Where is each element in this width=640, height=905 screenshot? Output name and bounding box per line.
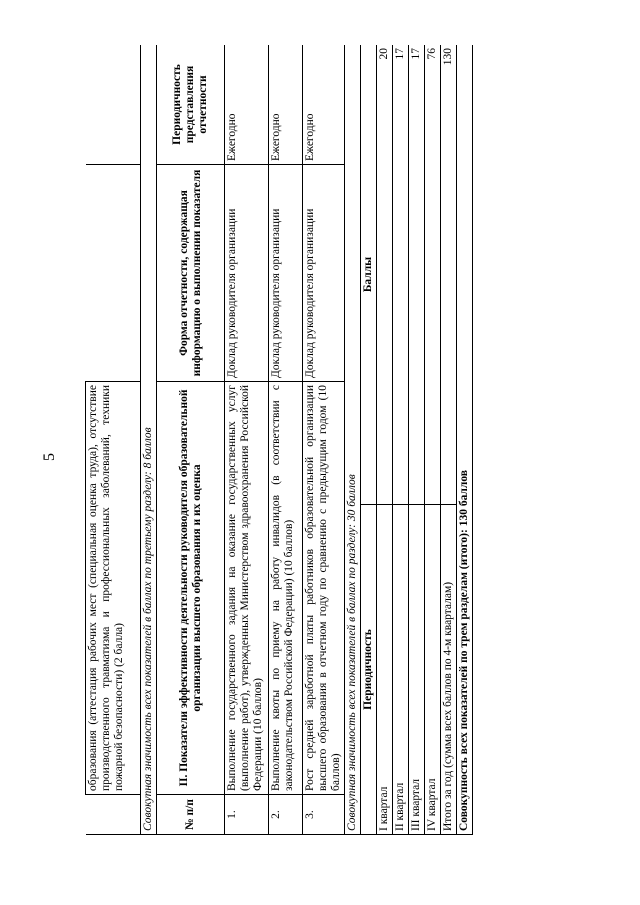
continuation-row xyxy=(86,45,141,835)
section-total: Совокупная значимость всех показателей в баллах по разделу: 30 баллов xyxy=(345,45,361,835)
row-indicator: Выполнение квоты по приему на работу инвалидов (в соответствии с законодательством Российской Федерации) (10 баллов) xyxy=(269,382,303,795)
score-points: 76 xyxy=(425,45,441,505)
row-report-form: Доклад руководителя организации xyxy=(269,165,303,382)
section3-total-row xyxy=(141,45,157,835)
score-row xyxy=(393,45,409,835)
scores-header-period: Периодичность xyxy=(361,505,377,835)
section3-total: Совокупная значимость всех показателей в баллах по третьему разделу: 8 баллов xyxy=(141,45,157,835)
score-points: 17 xyxy=(393,45,409,505)
score-period: I квартал xyxy=(377,505,393,835)
row-indicator: Рост средней заработной платы работников образовательной организации высшего образования в отчетном году по сравнению с предыдущим годом (10 баллов) xyxy=(303,382,345,795)
score-points: 17 xyxy=(409,45,425,505)
row-report-form: Доклад руководителя организации xyxy=(225,165,269,382)
scores-header-points: Баллы xyxy=(361,45,377,505)
row-num: 1. xyxy=(225,795,269,835)
scores-header xyxy=(361,45,377,835)
grand-total: Совокупность всех показателей по трем разделам (итого): 130 баллов xyxy=(457,45,473,835)
indicators-table xyxy=(85,45,361,835)
table-row xyxy=(225,45,269,835)
row-num: 2. xyxy=(269,795,303,835)
section-total-row xyxy=(345,45,361,835)
score-row xyxy=(425,45,441,835)
table-header xyxy=(157,45,225,835)
header-report-form: Форма отчетности, содержащая информацию о выполнении показателя xyxy=(157,165,225,382)
grand-total-row xyxy=(457,45,473,835)
row-periodicity: Ежегодно xyxy=(225,45,269,165)
header-indicator: II. Показатели эффективности деятельности руководителя образовательной организации высшего образования и их оценка xyxy=(157,382,225,795)
score-row xyxy=(377,45,393,835)
table-row xyxy=(303,45,345,835)
score-period: Итого за год (сумма всех баллов по 4-м кварталам) xyxy=(441,505,457,835)
rotated-sheet xyxy=(85,45,620,835)
row-report-form: Доклад руководителя организации xyxy=(303,165,345,382)
header-periodicity: Периодичность представления отчетности xyxy=(157,45,225,165)
score-points: 130 xyxy=(441,45,457,505)
continuation-text: образования (аттестация рабочих мест (специальная оценка труда), отсутствие производственного травматизма и профессиональных заболеваний, техники пожарной безопасности) (2 балла) xyxy=(86,382,141,795)
row-periodicity: Ежегодно xyxy=(269,45,303,165)
score-points: 20 xyxy=(377,45,393,505)
score-period: III квартал xyxy=(409,505,425,835)
page-number: 5 xyxy=(41,453,58,461)
score-period: IV квартал xyxy=(425,505,441,835)
table-row xyxy=(269,45,303,835)
header-num: № п/п xyxy=(157,795,225,835)
score-row xyxy=(441,45,457,835)
row-indicator: Выполнение государственного задания на оказание государственных услуг (выполнение работ), утвержденных Министерством здравоохранения Российской Федерации (10 баллов) xyxy=(225,382,269,795)
score-period: II квартал xyxy=(393,505,409,835)
row-periodicity: Ежегодно xyxy=(303,45,345,165)
scores-table xyxy=(361,45,473,835)
row-num: 3. xyxy=(303,795,345,835)
score-row xyxy=(409,45,425,835)
rotated-content xyxy=(85,45,620,835)
